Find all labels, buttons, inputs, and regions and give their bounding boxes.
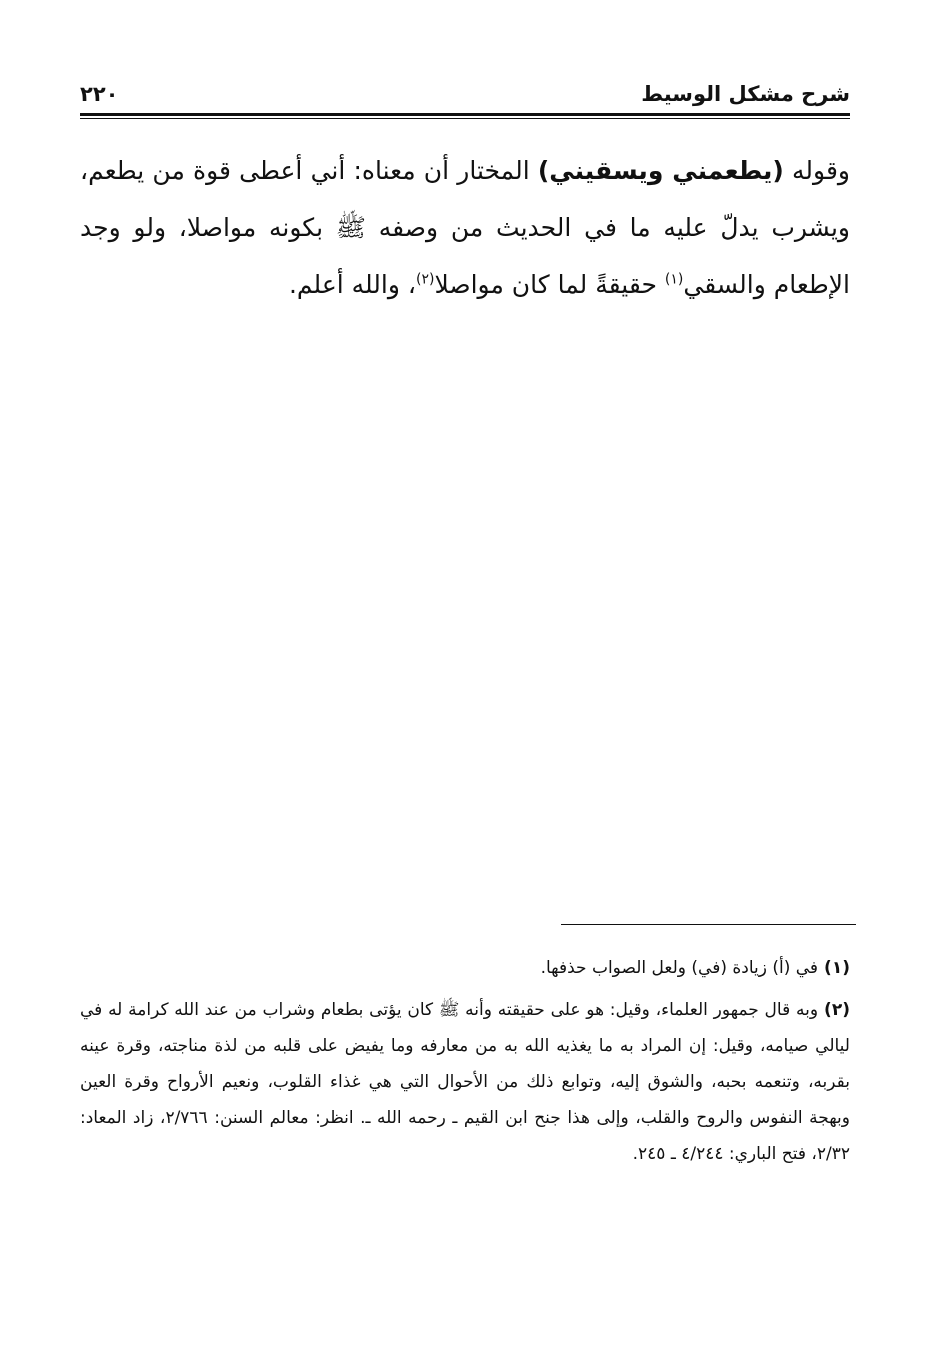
header-title: شرح مشكل الوسيط <box>641 82 850 106</box>
footnote-ref-1[interactable]: (١) <box>664 271 684 288</box>
main-text <box>80 142 850 313</box>
footnote-number: (١) <box>824 958 850 978</box>
footnote-text: في (أ) زيادة (في) ولعل الصواب حذفها. <box>540 958 819 978</box>
footnote-ref-2[interactable]: (٢) <box>415 271 435 288</box>
footnotes <box>80 950 850 1178</box>
text-segment: المختار أن معناه: أني أعطى قوة من يطعم، ويشرب يدلّ عليه ما في الحديث من وصفه ﷺ بكونه مواصلا، ولو وجد الإطعام والسقي <box>80 156 850 299</box>
footnote-separator <box>561 924 856 925</box>
main-paragraph <box>80 142 850 313</box>
text-segment: وقوله <box>783 156 850 185</box>
header-rule-thin <box>80 118 850 119</box>
text-segment: حقيقةً لما كان مواصلا <box>434 270 665 299</box>
footnote-text: وبه قال جمهور العلماء، وقيل: هو على حقيقته وأنه ﷺ كان يؤتى بطعام وشراب من عند الله كرامة له في ليالي صيامه، وقيل: إن المراد به ما يغذيه الله به من معارفه وما يفيض على قلبه من لذة مناجته، وقرة عينه بقربه، وتنعمه بحبه، والشوق إليه، وتوابع ذلك من الأحوال التي هي غذاء القلوب، ونعيم الأرواح وقرة العين وبهجة النفوس والروح والقلب، وإلى هذا جنح ابن القيم ـ رحمه الله ـ. انظر: معالم السنن: ٢/٧٦٦، زاد المعاد: ٢/٣٢، فتح الباري: ٤/٢٤٤ ـ ٢٤٥. <box>80 1000 850 1164</box>
quoted-phrase: (يطعمني ويسقيني) <box>537 156 784 185</box>
header-rule-thick <box>80 113 850 116</box>
footnote-1 <box>80 950 850 986</box>
text-segment: ، والله أعلم. <box>288 270 416 299</box>
running-header <box>80 80 850 116</box>
footnote-number: (٢) <box>824 1000 850 1020</box>
footnote-2 <box>80 992 850 1172</box>
page-number: ٢٢٠ <box>80 82 119 106</box>
